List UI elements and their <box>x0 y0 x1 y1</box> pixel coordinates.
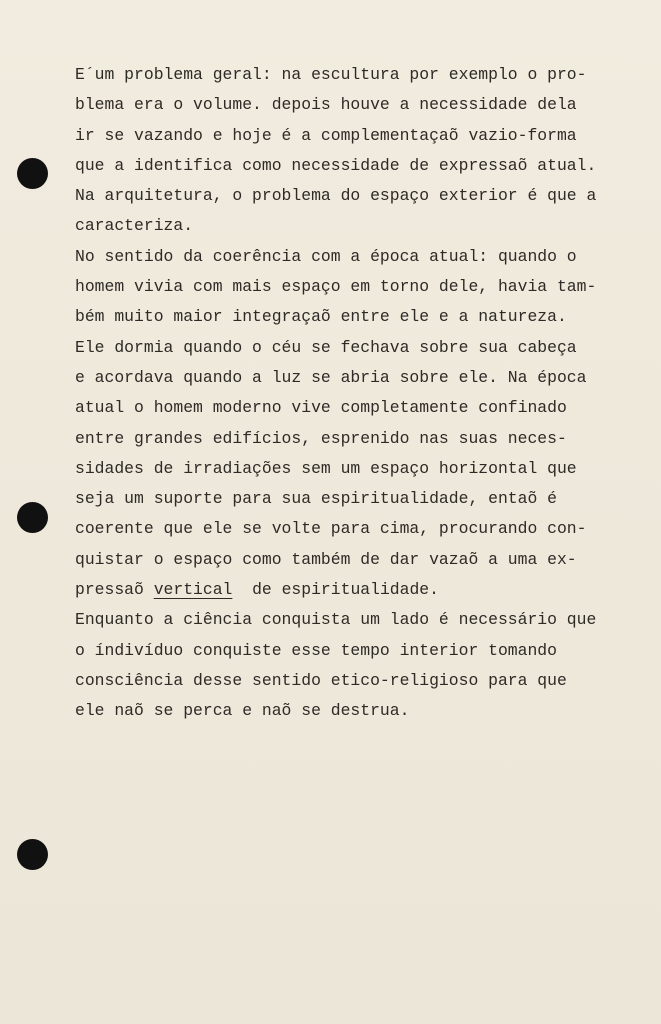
text-line <box>75 575 645 605</box>
text-segment: de espiritualidade. <box>232 580 439 600</box>
text-line: Na arquitetura, o problema do espaço exterior é que a <box>75 186 597 206</box>
text-line: Ele dormia quando o céu se fechava sobre sua cabeça <box>75 337 577 357</box>
text-line: E´um problema geral: na escultura por exemplo o pro- <box>75 65 587 84</box>
text-line: blema era o volume. depois houve a necessidade dela <box>75 95 577 115</box>
text-line: e acordava quando a luz se abria sobre ele. Na época <box>75 367 587 387</box>
text-line: homem vivia com mais espaço em torno dele, havia tam- <box>75 277 597 297</box>
text-line: No sentido da coerência com a época atual: quando o <box>75 246 577 266</box>
text-line: consciência desse sentido etico-religioso para que <box>75 670 567 690</box>
text-line: que a identifica como necessidade de expressaõ atual. <box>75 155 597 175</box>
text-line: atual o homem moderno vive completamente confinado <box>75 398 567 418</box>
typewritten-text <box>75 60 645 727</box>
text-line: caracteriza. <box>75 216 194 236</box>
text-line: Enquanto a ciência conquista um lado é necessário que <box>75 610 597 630</box>
text-line: sidades de irradiações sem um espaço horizontal que <box>75 458 577 478</box>
underlined-word: vertical <box>153 580 233 600</box>
binder-hole <box>17 502 48 533</box>
text-line: quistar o espaço como também de dar vazaõ a uma ex- <box>75 549 577 569</box>
text-line: ir se vazando e hoje é a complementaçaõ vazio-forma <box>75 125 577 145</box>
text-line: coerente que ele se volte para cima, procurando con- <box>75 519 587 539</box>
text-line: bém muito maior integraçaõ entre ele e a natureza. <box>75 307 567 327</box>
text-segment: pressaõ <box>75 580 154 600</box>
text-line: seja um suporte para sua espiritualidade, entaõ é <box>75 489 557 509</box>
text-line: ele naõ se perca e naõ se destrua. <box>75 701 410 721</box>
text-line: o índivíduo conquiste esse tempo interior tomando <box>75 640 557 660</box>
binder-hole <box>17 158 48 189</box>
binder-hole <box>17 839 48 870</box>
text-line: entre grandes edifícios, esprenido nas suas neces- <box>75 428 567 448</box>
